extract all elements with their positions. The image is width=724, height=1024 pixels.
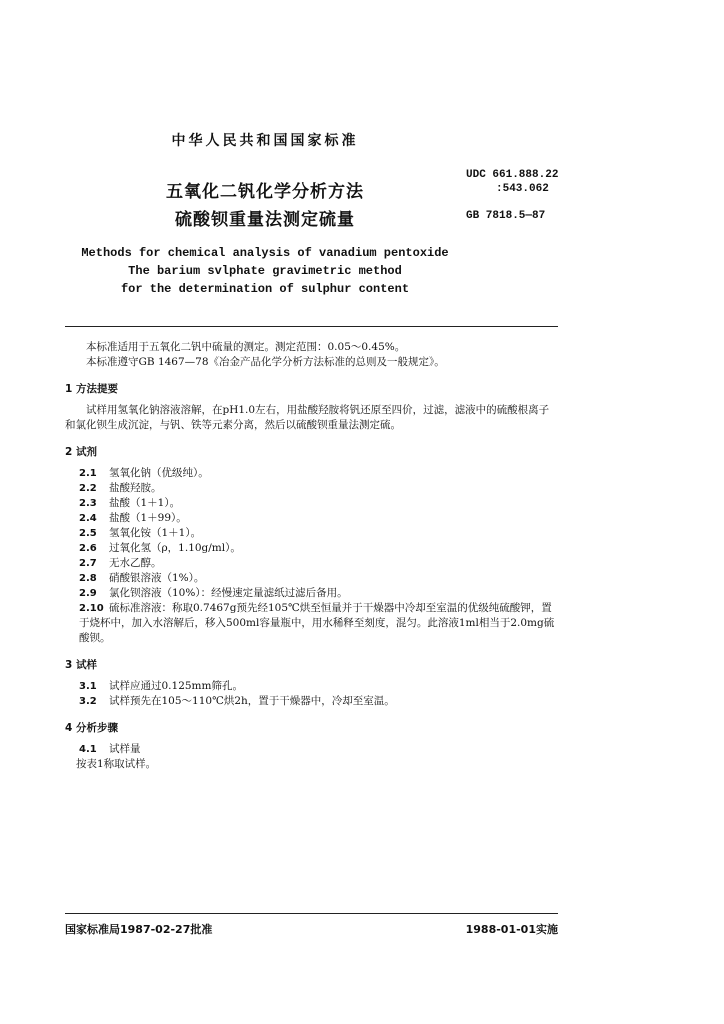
section-4-heading: 4 分析步骤 — [65, 722, 118, 734]
subsection-title: 试样量 — [109, 743, 141, 755]
item-number: 2.4 — [79, 513, 97, 524]
item-text: 氢氧化钠（优级纯）。 — [109, 467, 209, 479]
title-chinese-line1: 五氧化二钒化学分析方法 — [166, 182, 364, 202]
item-number: 3.2 — [79, 696, 97, 707]
list-item — [79, 571, 558, 586]
item-text: 无水乙醇。 — [109, 557, 162, 569]
item-text: 盐酸（1＋1）。 — [109, 497, 181, 509]
item-text: 氯化钡溶液（10%）：经慢速定量滤纸过滤后备用。 — [109, 587, 348, 599]
udc-line2: :543.062 — [496, 183, 549, 195]
list-item — [79, 541, 558, 556]
title-chinese-line2: 硫酸钡重量法测定硫量 — [175, 210, 355, 230]
item-text: 硝酸银溶液（1%）。 — [109, 572, 205, 584]
intro-paragraph-2: 本标准遵守GB 1467—78《冶金产品化学分析方法标准的总则及一般规定》。 — [86, 356, 445, 368]
item-number: 2.8 — [79, 573, 97, 584]
list-item — [79, 601, 558, 646]
list-item — [79, 511, 558, 526]
item-text: 硫标准溶液：称取0.7467g预先经105℃烘至恒量并于干燥器中冷却至室温的优级纯硫酸钾，置于烧杯中，加入水溶解后，移入500ml容量瓶中，用水稀释至刻度，混匀。此溶液1ml相当于2.0mg硫酸钡。 — [79, 602, 555, 644]
footer-divider — [65, 913, 558, 914]
list-item — [79, 556, 558, 571]
title-english-line1: Methods for chemical analysis of vanadium pentoxide — [81, 246, 449, 260]
section-3-heading: 3 试样 — [65, 659, 97, 671]
item-number: 2.2 — [79, 483, 97, 494]
header-divider — [65, 326, 558, 327]
section-1-heading: 1 方法提要 — [65, 383, 118, 395]
intro-paragraph-1: 本标准适用于五氧化二钒中硫量的测定。测定范围：0.05～0.45%。 — [86, 341, 406, 353]
list-item — [79, 496, 558, 511]
subsection-4-1-heading — [79, 742, 558, 757]
subsection-4-1-text: 按表1称取试样。 — [76, 758, 157, 770]
section-1-text: 试样用氢氧化钠溶液溶解，在pH1.0左右，用盐酸羟胺将钒还原至四价，过滤，滤液中的硫酸根离子和氯化钡生成沉淀，与钒、铁等元素分离，然后以硫酸钡重量法测定硫。 — [65, 404, 550, 431]
item-number: 2.7 — [79, 558, 97, 569]
item-text: 试样预先在105～110℃烘2h，置于干燥器中，冷却至室温。 — [109, 695, 395, 707]
item-number: 4.1 — [79, 744, 97, 755]
item-text: 盐酸（1＋99）。 — [109, 512, 187, 524]
item-number: 2.3 — [79, 498, 97, 509]
item-number: 2.10 — [79, 603, 104, 614]
approval-date: 国家标准局1987-02-27批准 — [65, 923, 213, 936]
list-item — [79, 481, 558, 496]
item-number: 2.1 — [79, 468, 97, 479]
gb-number: GB 7818.5—87 — [466, 210, 546, 222]
list-item — [79, 694, 558, 709]
udc-code — [466, 168, 558, 196]
item-number: 3.1 — [79, 681, 97, 692]
list-item — [79, 679, 558, 694]
item-text: 氢氧化铵（1＋1）。 — [109, 527, 202, 539]
list-item — [79, 526, 558, 541]
item-number: 2.6 — [79, 543, 97, 554]
item-text: 过氧化氢（ρ，1.10g/ml）。 — [109, 542, 241, 554]
udc-line1: UDC 661.888.22 — [466, 169, 559, 181]
national-standard-heading: 中华人民共和国国家标准 — [171, 133, 359, 149]
item-number: 2.9 — [79, 588, 97, 599]
effective-date: 1988-01-01实施 — [465, 923, 558, 936]
list-item — [79, 466, 558, 481]
document-body — [65, 340, 558, 772]
item-text: 试样应通过0.125mm筛孔。 — [109, 680, 243, 692]
item-number: 2.5 — [79, 528, 97, 539]
title-english-line3: for the determination of sulphur content — [120, 282, 410, 296]
item-text: 盐酸羟胺。 — [109, 482, 162, 494]
title-english-line2: The barium svlphate gravimetric method — [128, 264, 402, 278]
section-2-heading: 2 试剂 — [65, 446, 97, 458]
list-item — [79, 586, 558, 601]
